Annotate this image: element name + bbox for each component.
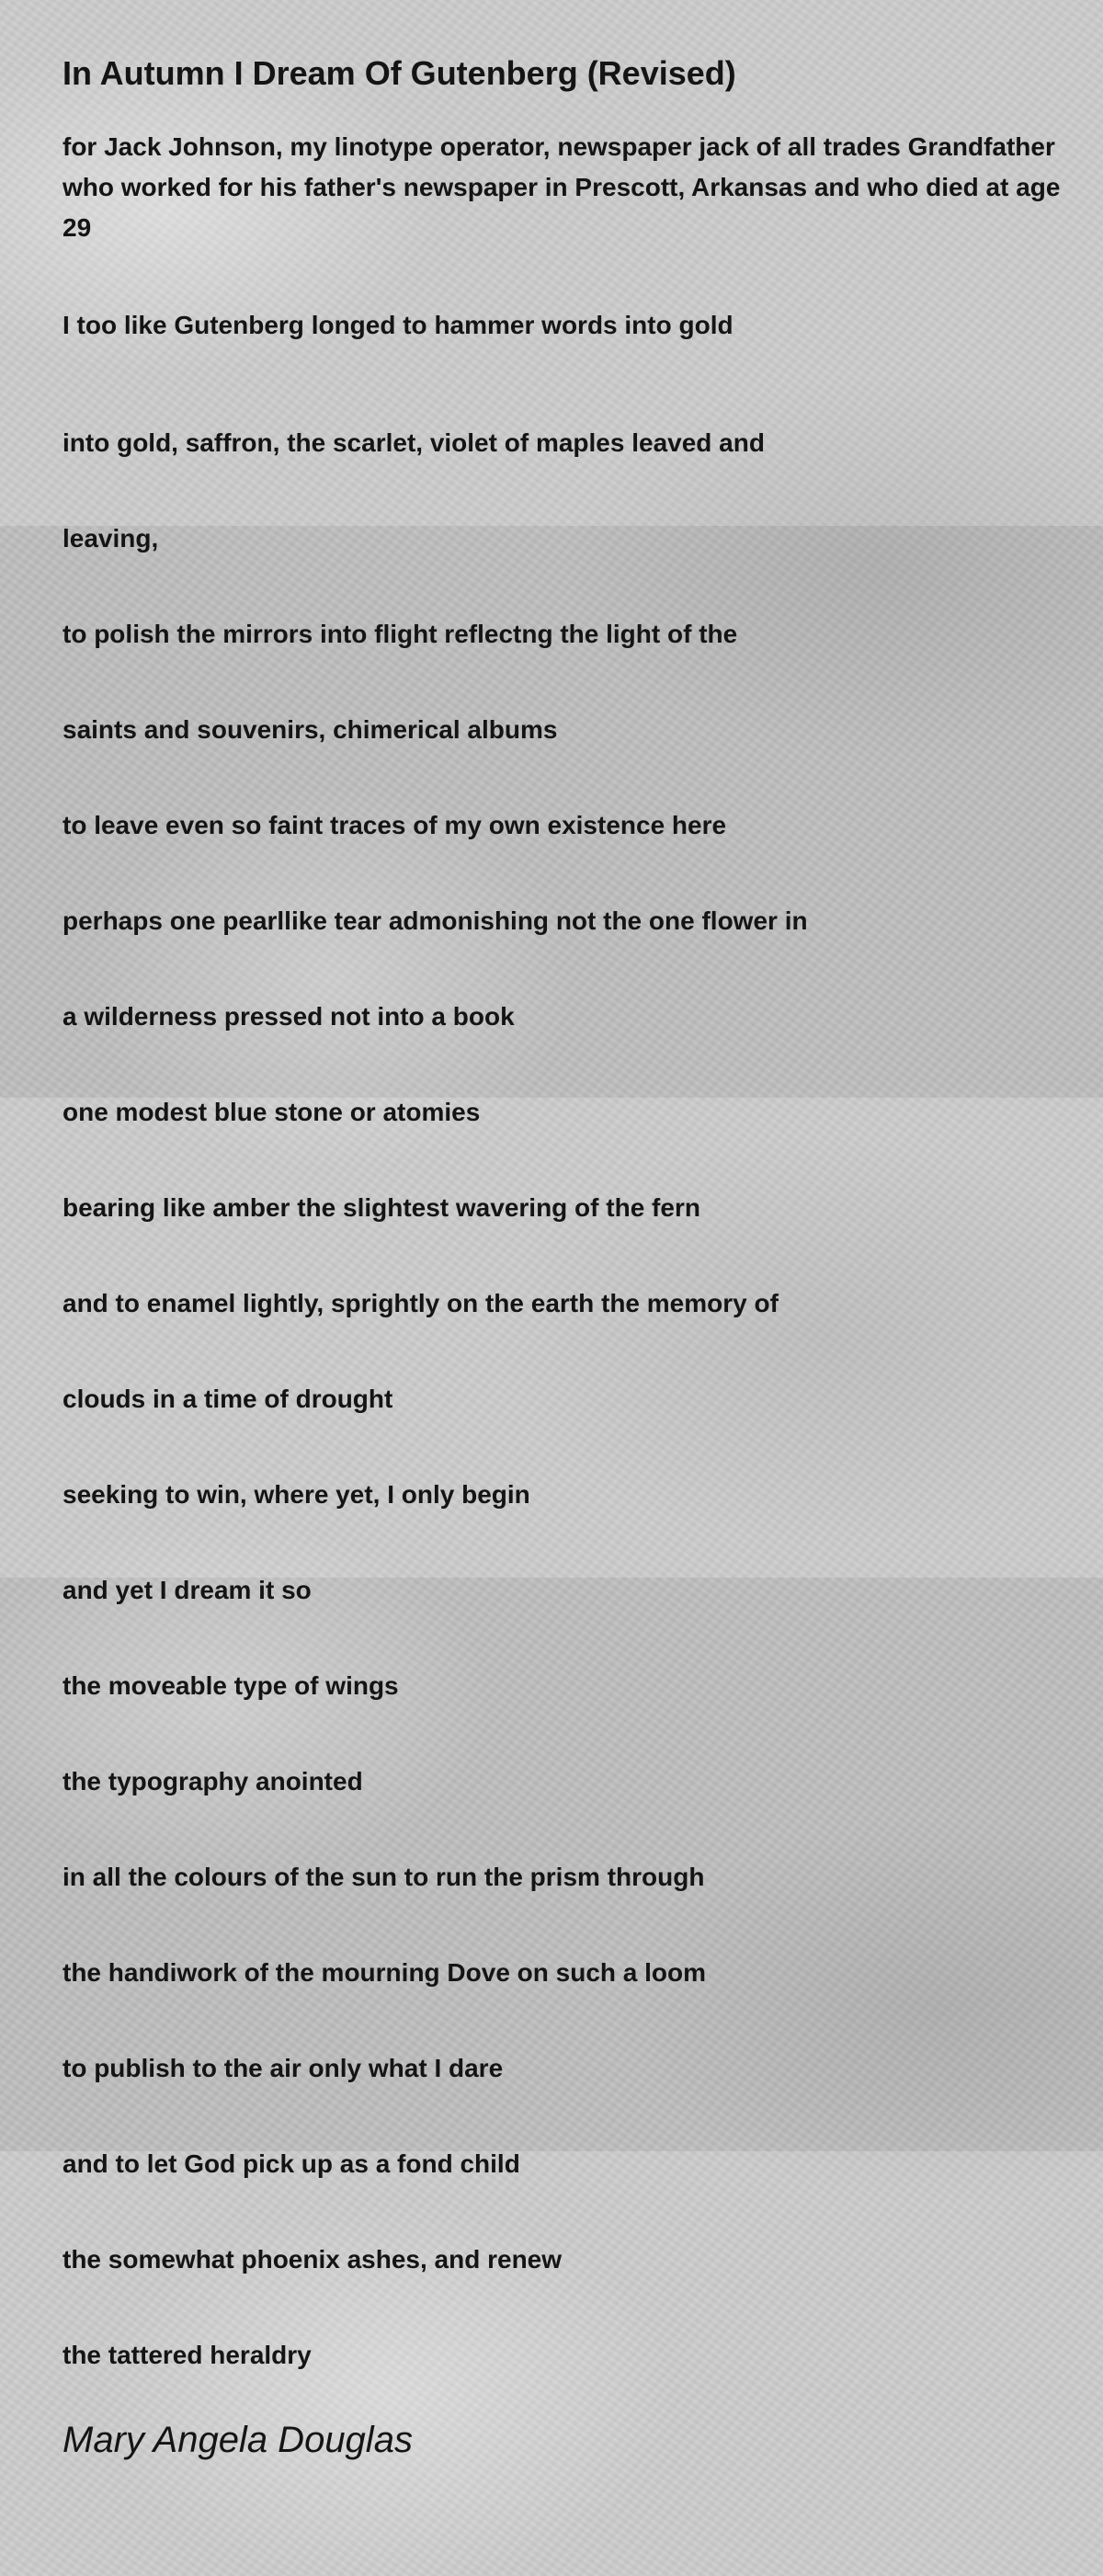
poem-line: I too like Gutenberg longed to hammer words into gold [63,311,733,339]
poem-line: bearing like amber the slightest wavering of the fern [63,1193,700,1222]
poem-body [63,300,1074,2403]
poem-line: the tattered heraldry [63,2341,312,2369]
poem-line: saints and souvenirs, chimerical albums [63,715,558,744]
poem-line: to publish to the air only what I dare [63,2054,504,2082]
poem-page [63,44,1074,2468]
poem-line: in all the colours of the sun to run the prism through [63,1863,705,1891]
poem-line: clouds in a time of drought [63,1385,393,1413]
poem-line: leaving, [63,524,159,553]
poem-line: the somewhat phoenix ashes, and renew [63,2245,563,2274]
poem-line: and to enamel lightly, sprightly on the earth the memory of [63,1289,779,1317]
poem-line: to polish the mirrors into flight reflectng the light of the [63,620,738,648]
poem-line: into gold, saffron, the scarlet, violet of maples leaved and [63,428,765,457]
poem-line: seeking to win, where yet, I only begin [63,1480,530,1509]
poem-line: the moveable type of wings [63,1671,399,1700]
poem-line: a wilderness pressed not into a book [63,1002,515,1031]
poem-line: and to let God pick up as a fond child [63,2149,520,2178]
poem-author: Mary Angela Douglas [63,2420,413,2460]
poem-line: the handiwork of the mourning Dove on such a loom [63,1958,707,1987]
poem-title: In Autumn I Dream Of Gutenberg (Revised) [63,54,736,92]
poem-line: and yet I dream it so [63,1576,312,1604]
poem-line: one modest blue stone or atomies [63,1098,481,1126]
poem-dedication: for Jack Johnson, my linotype operator, newspaper jack of all trades Grandfather who worked for his father's newspaper in Prescott, Arkansas and who died at age 29 [63,132,1061,242]
poem-line: to leave even so faint traces of my own existence here [63,811,727,839]
poem-line: perhaps one pearllike tear admonishing not the one flower in [63,906,808,935]
poem-line: the typography anointed [63,1767,363,1795]
